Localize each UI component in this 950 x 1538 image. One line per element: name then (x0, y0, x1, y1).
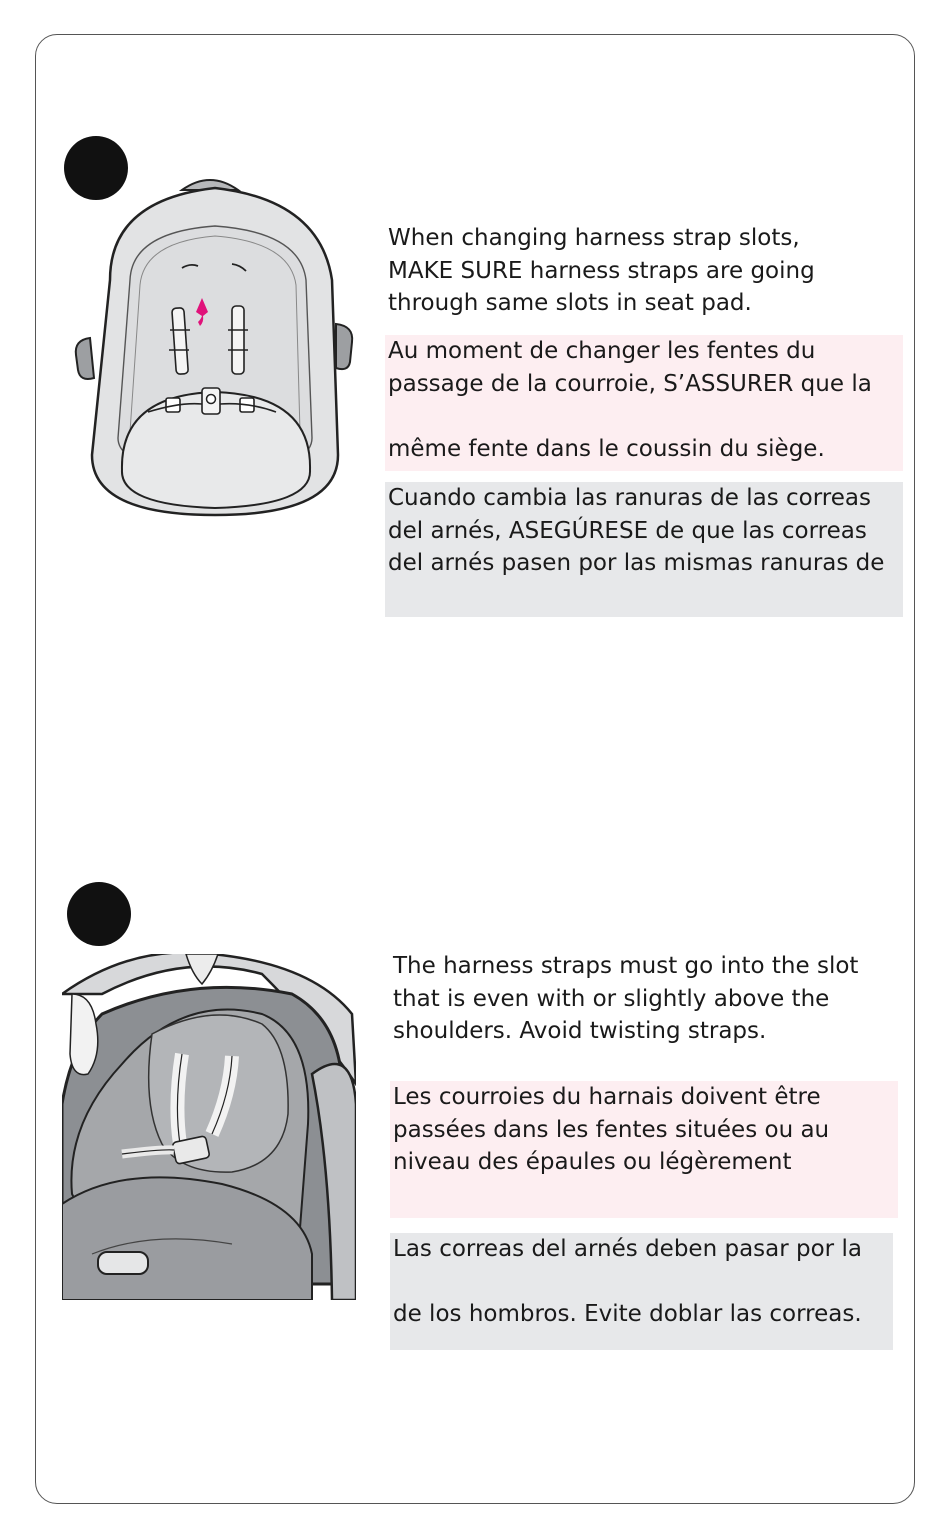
step-marker-2 (67, 882, 131, 946)
text-line: passées dans les fentes situées ou au (393, 1116, 830, 1143)
text-line: Cuando cambia las ranuras de las correas (388, 485, 871, 511)
text-line: When changing harness strap slots, (388, 225, 800, 251)
text-line: Les courroies du harnais doivent être (393, 1084, 821, 1110)
step2-spanish-text (390, 1233, 893, 1350)
text-line: del arnés pasen por las mismas ranuras de (388, 550, 885, 576)
step1-french-text (385, 335, 903, 471)
text-line: Au moment de changer les fentes du (388, 338, 816, 364)
text-line: passage de la courroie, S’ASSURER que la (388, 370, 872, 397)
text-line: de los hombros. Evite doblar las correas. (393, 1301, 862, 1327)
text-line (388, 400, 903, 433)
text-line: MAKE SURE harness straps are going (388, 257, 815, 284)
step2-french-text (390, 1081, 898, 1218)
text-line: that is even with or slightly above the (393, 985, 830, 1012)
text-line: del arnés, ASEGÚRESE de que las correas (388, 517, 867, 544)
step2-english-text (393, 950, 858, 1048)
text-line: Las correas del arnés deben pasar por la (393, 1236, 862, 1262)
text-line: même fente dans le coussin du siège. (388, 435, 825, 462)
text-line: niveau des épaules ou légèrement (393, 1149, 792, 1175)
text-line: shoulders. Avoid twisting straps. (393, 1018, 767, 1044)
step1-english-text (388, 222, 815, 320)
step1-spanish-text (385, 482, 903, 617)
text-line: through same slots in seat pad. (388, 290, 752, 316)
text-line (393, 1266, 893, 1299)
car-seat-illustration (62, 954, 356, 1300)
text-line: The harness straps must go into the slot (393, 953, 859, 979)
seat-pad-illustration (70, 170, 360, 520)
